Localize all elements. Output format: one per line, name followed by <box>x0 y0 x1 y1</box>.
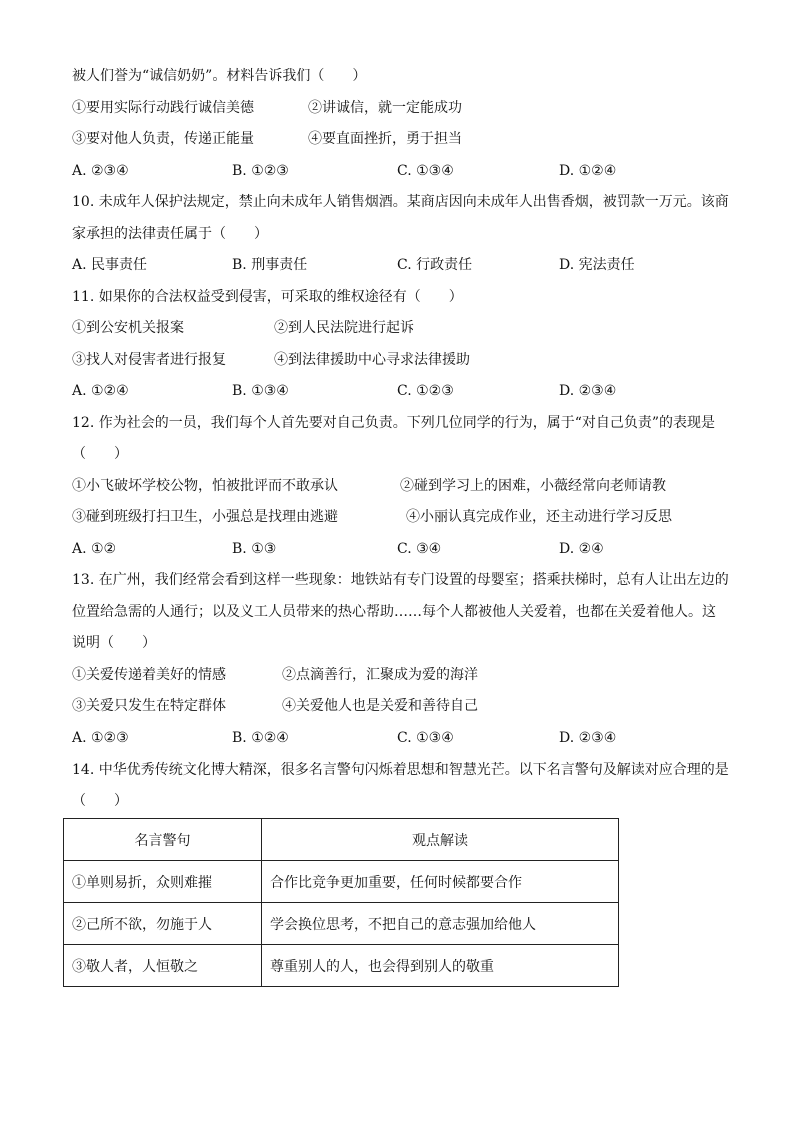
table-cell-interpretation: 尊重别人的人，也会得到别人的敬重 <box>262 945 619 987</box>
q11-item-2: ②到人民法院进行起诉 <box>274 320 414 336</box>
q13-option-b: B. ①②④ <box>232 730 289 746</box>
table-row <box>64 861 619 903</box>
q12-option-b: B. ①③ <box>232 541 277 557</box>
q10-stem-2: 家承担的法律责任属于（ ） <box>72 226 268 242</box>
q9-option-a: A. ②③④ <box>72 163 129 179</box>
table-header-row <box>64 819 619 861</box>
q13-stem-1: 13. 在广州，我们经常会看到这样一些现象：地铁站有专门设置的母婴室；搭乘扶梯时，总有人让出左边的 <box>72 572 729 588</box>
q13-option-d: D. ②③④ <box>559 730 617 746</box>
q11-option-c: C. ①②③ <box>397 383 454 399</box>
q12-stem-2: （ ） <box>72 446 128 462</box>
table-cell-quote: ②己所不欲，勿施于人 <box>64 903 262 945</box>
q14-stem-1: 14. 中华优秀传统文化博大精深，很多名言警句闪烁着思想和智慧光芒。以下名言警句及解读对应合理的是 <box>72 762 729 778</box>
table-cell-quote: ③敬人者，人恒敬之 <box>64 945 262 987</box>
table-cell-interpretation: 学会换位思考，不把自己的意志强加给他人 <box>262 903 619 945</box>
q10-option-d: D. 宪法责任 <box>559 257 635 273</box>
q13-stem-3: 说明（ ） <box>72 635 156 651</box>
table-row <box>64 903 619 945</box>
q10-option-a: A. 民事责任 <box>72 257 148 273</box>
q12-item-1: ①小飞破坏学校公物，怕被批评而不敢承认 <box>72 478 338 494</box>
q13-item-2: ②点滴善行，汇聚成为爱的海洋 <box>282 667 478 683</box>
q12-item-3: ③碰到班级打扫卫生，小强总是找理由逃避 <box>72 509 338 525</box>
q12-option-d: D. ②④ <box>559 541 604 557</box>
q13-stem-2: 位置给急需的人通行；以及义工人员带来的热心帮助……每个人都被他人关爱着，也都在关爱着他人。这 <box>72 604 716 620</box>
table-header-quote: 名言警句 <box>64 819 262 861</box>
q11-stem: 11. 如果你的合法权益受到侵害，可采取的维权途径有（ ） <box>72 289 463 305</box>
q11-option-d: D. ②③④ <box>559 383 617 399</box>
q11-item-3: ③找人对侵害者进行报复 <box>72 352 226 368</box>
q11-item-1: ①到公安机关报案 <box>72 320 184 336</box>
q12-item-4: ④小丽认真完成作业，还主动进行学习反思 <box>406 509 672 525</box>
table-cell-interpretation: 合作比竞争更加重要，任何时候都要合作 <box>262 861 619 903</box>
table-header-interpretation: 观点解读 <box>262 819 619 861</box>
q12-option-a: A. ①② <box>72 541 117 557</box>
q13-item-3: ③关爱只发生在特定群体 <box>72 698 226 714</box>
q13-item-4: ④关爱他人也是关爱和善待自己 <box>282 698 478 714</box>
q10-option-c: C. 行政责任 <box>397 257 473 273</box>
q10-stem-1: 10. 未成年人保护法规定，禁止向未成年人销售烟酒。某商店因向未成年人出售香烟，被罚款一万元。该商 <box>72 194 729 210</box>
q13-option-c: C. ①③④ <box>397 730 454 746</box>
q13-option-a: A. ①②③ <box>72 730 129 746</box>
q11-option-b: B. ①③④ <box>232 383 289 399</box>
q12-option-c: C. ③④ <box>397 541 442 557</box>
q9-item-3: ③要对他人负责，传递正能量 <box>72 131 254 147</box>
q14-quote-table <box>63 818 619 987</box>
table-cell-quote: ①单则易折，众则难摧 <box>64 861 262 903</box>
q14-stem-2: （ ） <box>72 793 128 809</box>
table-row <box>64 945 619 987</box>
q9-option-b: B. ①②③ <box>232 163 289 179</box>
q9-option-d: D. ①②④ <box>559 163 617 179</box>
q9-option-c: C. ①③④ <box>397 163 454 179</box>
q9-item-4: ④要直面挫折，勇于担当 <box>308 131 462 147</box>
q11-item-4: ④到法律援助中心寻求法律援助 <box>274 352 470 368</box>
q9-stem-tail: 被人们誉为“诚信奶奶”。材料告诉我们（ ） <box>72 68 367 84</box>
q10-option-b: B. 刑事责任 <box>232 257 308 273</box>
q13-item-1: ①关爱传递着美好的情感 <box>72 667 226 683</box>
q12-stem-1: 12. 作为社会的一员，我们每个人首先要对自己负责。下列几位同学的行为，属于“对自己负责”的表现是 <box>72 415 716 431</box>
q11-option-a: A. ①②④ <box>72 383 129 399</box>
q12-item-2: ②碰到学习上的困难，小薇经常向老师请教 <box>400 478 666 494</box>
q9-item-1: ①要用实际行动践行诚信美德 <box>72 100 254 116</box>
q9-item-2: ②讲诚信，就一定能成功 <box>308 100 462 116</box>
